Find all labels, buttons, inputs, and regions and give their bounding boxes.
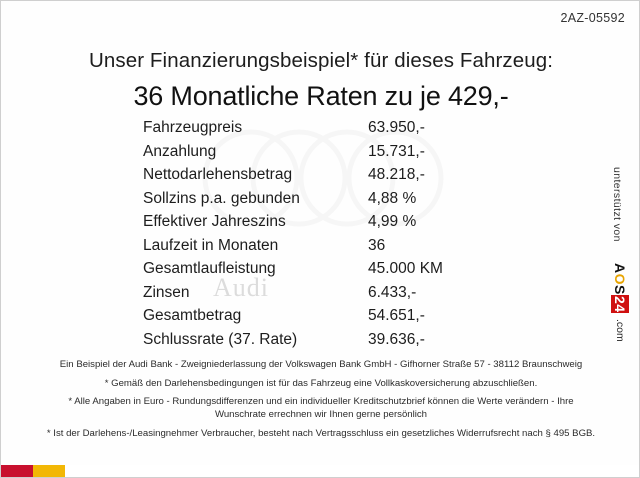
row-value: 4,99 % xyxy=(368,213,417,230)
row-label: Anzahlung xyxy=(143,142,217,160)
row-label: Nettodarlehensbetrag xyxy=(143,166,293,183)
row-label: Zinsen xyxy=(143,283,190,301)
footer-color-bars xyxy=(1,465,640,477)
legal-disclaimer xyxy=(1,359,640,447)
table-row xyxy=(143,190,523,214)
row-value: 36 xyxy=(368,236,386,254)
audi-watermark-text: Audi xyxy=(213,273,269,302)
finance-details-table xyxy=(143,119,523,354)
row-value: 39.636,- xyxy=(368,330,425,348)
legal-line-3: * Alle Angaben in Euro - Rundungsdifferenzen und ein individueller Kreditschutzbrief können die Werte verändern - Ihre Wunschrate errechnen wir Ihnen gerne persönlich xyxy=(68,396,574,420)
page-subtitle: 36 Monatliche Raten zu je 429,- xyxy=(133,81,509,111)
table-row xyxy=(143,284,523,308)
footer-bar-red xyxy=(1,465,33,477)
table-row xyxy=(143,166,523,190)
row-value: 48.218,- xyxy=(368,166,425,183)
as24-logo-a: A xyxy=(612,263,628,274)
as24-logo xyxy=(612,263,628,313)
row-value: 54.651,- xyxy=(368,307,425,324)
as24-logo-s: S xyxy=(612,285,628,295)
as24-logo-o: O xyxy=(612,273,628,286)
row-value: 15.731,- xyxy=(368,142,425,160)
table-row xyxy=(143,119,523,143)
supported-by-label: unterstützt von xyxy=(611,167,623,242)
row-label: Effektiver Jahreszins xyxy=(143,213,286,230)
table-row xyxy=(143,237,523,261)
row-label: Gesamtlaufleistung xyxy=(143,260,276,277)
table-row xyxy=(143,213,523,237)
as24-logo-domain: .com xyxy=(614,319,626,342)
footer-bar-blank xyxy=(65,465,640,477)
table-row xyxy=(143,331,523,355)
stock-id: 2AZ-05592 xyxy=(560,11,625,25)
row-label: Sollzins p.a. gebunden xyxy=(143,189,300,207)
row-label: Gesamtbetrag xyxy=(143,307,242,324)
row-value: 4,88 % xyxy=(368,189,417,207)
legal-line-2: * Gemäß den Darlehensbedingungen ist für das Fahrzeug eine Vollkaskoversicherung abzuschließen. xyxy=(104,377,538,389)
legal-line-1: Ein Beispiel der Audi Bank - Zweigniederlassung der Volkswagen Bank GmbH - Gifhorner Straße 57 - 38112 Braunschweig xyxy=(59,359,583,370)
row-value: 6.433,- xyxy=(368,283,417,301)
page-title: Unser Finanzierungsbeispiel* für dieses Fahrzeug: xyxy=(88,49,554,72)
table-row xyxy=(143,307,523,331)
footer-bar-yellow xyxy=(33,465,65,477)
row-label: Fahrzeugpreis xyxy=(143,119,243,136)
as24-logo-number: 24 xyxy=(612,295,628,313)
table-row xyxy=(143,260,523,284)
row-value: 63.950,- xyxy=(368,119,425,136)
row-value: 45.000 KM xyxy=(368,260,443,277)
row-label: Schlussrate (37. Rate) xyxy=(143,330,298,348)
row-label: Laufzeit in Monaten xyxy=(143,236,279,254)
table-row xyxy=(143,143,523,167)
legal-line-4: * Ist der Darlehens-/Leasingnehmer Verbraucher, besteht nach Vertragsschluss ein gesetzliches Widerrufsrecht nach § 495 BGB. xyxy=(46,427,596,439)
